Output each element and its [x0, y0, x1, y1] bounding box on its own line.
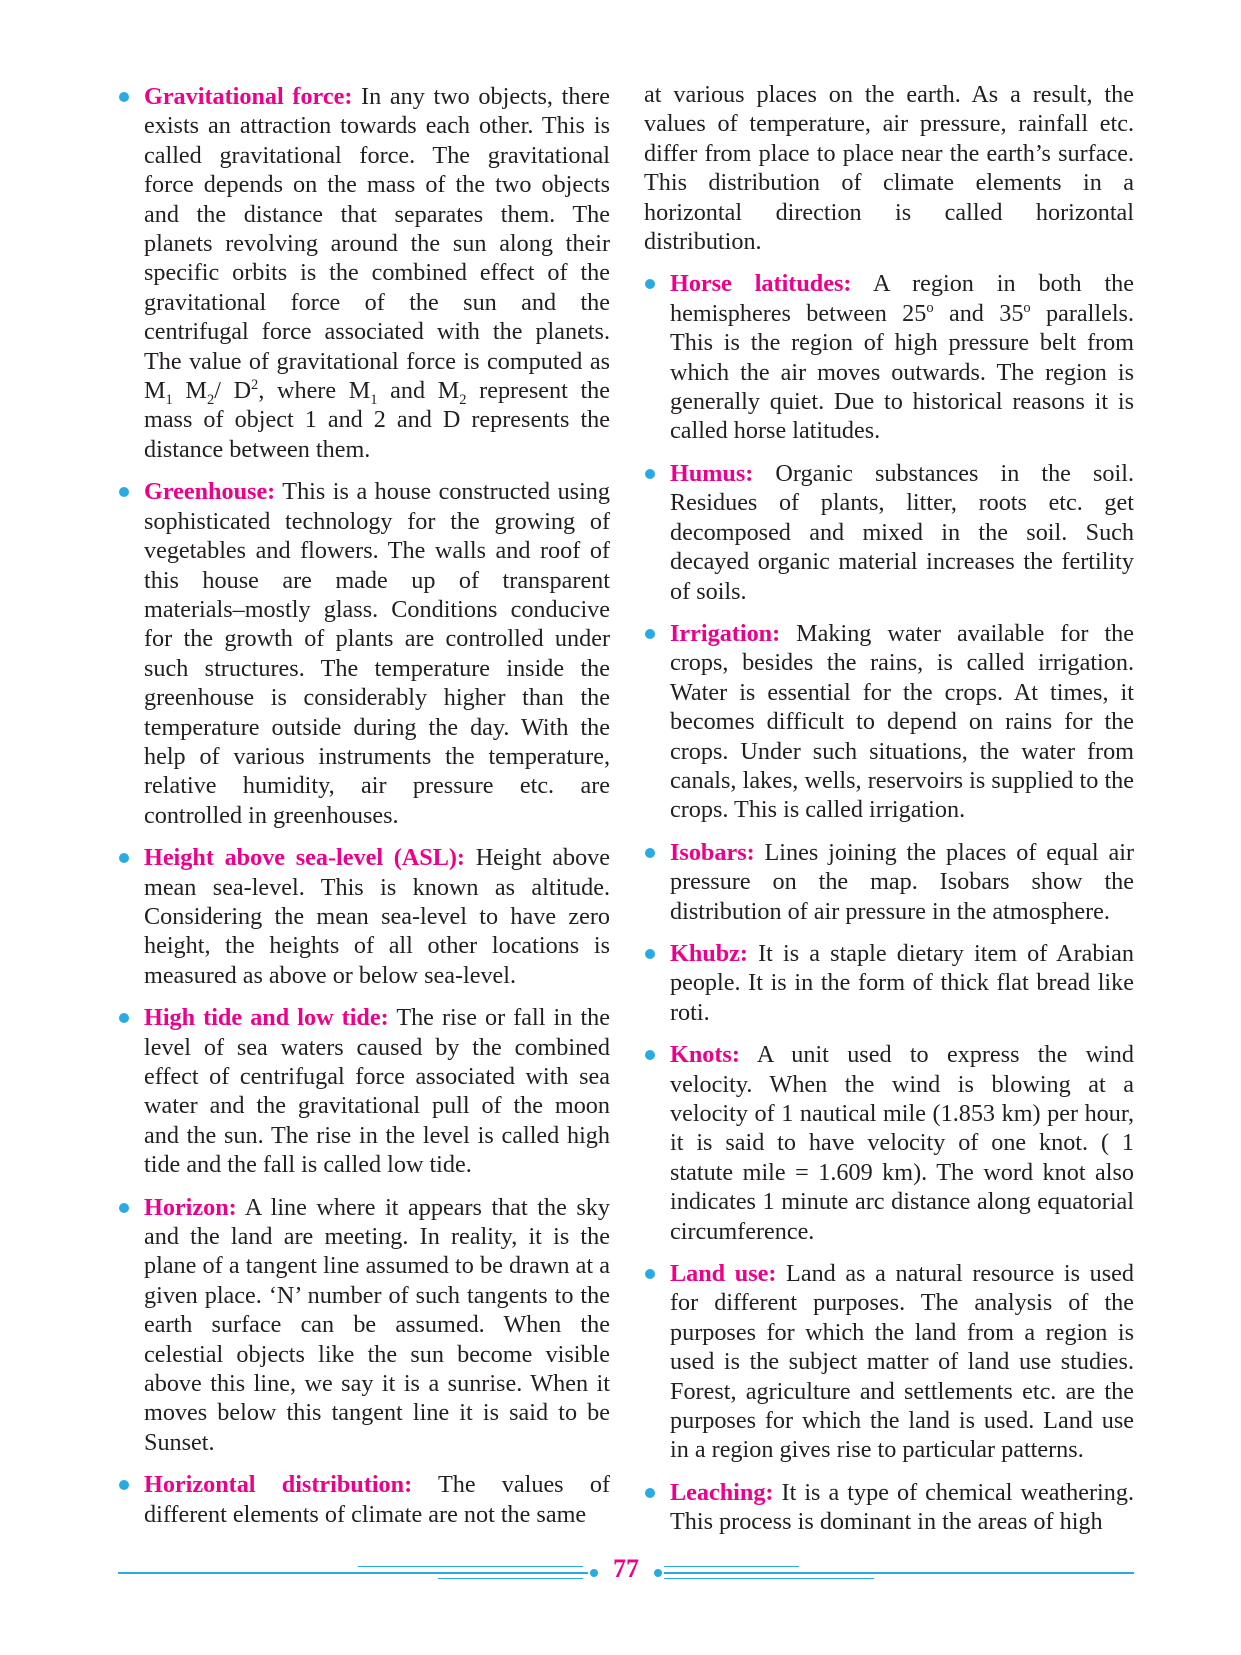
bullet-icon [645, 848, 655, 858]
bullet-icon [119, 487, 129, 497]
footer-rule-right [664, 1572, 1134, 1574]
footer-rule-right-upper [664, 1566, 799, 1567]
glossary-term: Isobars: [670, 838, 755, 866]
glossary-definition: The values of different elements of climate are not the same [144, 1471, 610, 1528]
glossary-definition: Making water available for the crops, besides the rains, is called irrigation. Water is essential for the crops. At times, it becomes difficult to depend on rains for the crops. Under such situations, the water from canals, lakes, wells, reservoirs is supplied to the crops. This is called irrigation. [670, 619, 1134, 824]
glossary-term: High tide and low tide: [144, 1004, 389, 1032]
glossary-definition: Land as a natural resource is used for different purposes. The analysis of the purposes for which the land from a region is used is the subject matter of land use studies. Forest, agriculture and settlements etc. are the purposes for which the land is used. Land use in a region gives rise to particular patterns. [670, 1260, 1134, 1464]
glossary-term: Horizontal distribution: [144, 1471, 413, 1499]
formula-text: and M [377, 377, 460, 405]
glossary-term: Greenhouse: [144, 478, 276, 506]
glossary-term: Horse latitudes: [670, 270, 852, 298]
page-footer [118, 1552, 1134, 1592]
formula-subscript: 2 [206, 391, 215, 408]
formula-subscript: 2 [459, 391, 467, 408]
glossary-entry-knots [644, 1040, 1134, 1246]
glossary-entry-humus [644, 459, 1134, 606]
glossary-entry-high-tide-low-tide [118, 1003, 610, 1179]
glossary-term: Land use: [670, 1260, 777, 1288]
bullet-icon [645, 279, 655, 289]
glossary-definition: A unit used to express the wind velocity. When the wind is blowing at a velocity of 1 nautical mile (1.853 km) per hour, it is said to have velocity of one knot. ( 1 statute mile = 1.609 km). The word knot also indicates 1 minute arc distance along equatorial circumference. [670, 1041, 1134, 1245]
formula-text: M [172, 377, 207, 405]
glossary-definition: Organic substances in the soil. Residues of plants, litter, roots etc. get decomposed and mixed in the soil. Such decayed organic material increases the fertility of soils. [670, 459, 1134, 605]
glossary-term: Height above sea-level (ASL): [144, 844, 465, 872]
bullet-icon [119, 853, 129, 863]
formula-text: / D [214, 377, 252, 405]
bullet-icon [645, 949, 655, 959]
formula-superscript: 2 [251, 377, 259, 393]
glossary-entry-khubz [644, 939, 1134, 1027]
glossary-definition: This is a house constructed using sophisticated technology for the growing of vegetables and flowers. The walls and roof of this house are made up of transparent materials–mostly glass. Conditions conducive for the growth of plants are controlled under such structures. The temperature inside the greenhouse is considerably higher than the temperature outside during the day. With the help of various instruments the temperature, relative humidity, air pressure etc. are controlled in greenhouses. [144, 478, 610, 829]
degree-symbol: o [926, 299, 934, 316]
glossary-entry-irrigation [644, 619, 1134, 825]
glossary-entry-leaching [644, 1478, 1134, 1537]
glossary-entry-gravitational-force [118, 82, 610, 464]
glossary-entry-horizon [118, 1193, 610, 1458]
glossary-term: Leaching: [670, 1478, 774, 1506]
formula-text: , where M [258, 377, 371, 405]
bullet-icon [119, 1203, 129, 1213]
glossary-term: Gravitational force: [144, 83, 353, 110]
bullet-icon [645, 469, 655, 479]
glossary-entry-land-use [644, 1259, 1134, 1465]
bullet-icon [119, 92, 129, 102]
footer-dot-left [590, 1569, 598, 1577]
glossary-definition: parallels. This is the region of high pressure belt from which the air moves outwards. The region is generally quiet. Due to historical reasons it is called horse latitudes. [670, 299, 1134, 445]
bullet-icon [645, 629, 655, 639]
glossary-entry-horizontal-distribution [118, 1470, 610, 1529]
footer-rule-left-upper [358, 1566, 583, 1567]
glossary-term: Humus: [670, 459, 754, 487]
glossary-definition: represent the mass of object 1 and 2 and D represents the distance between them. [144, 377, 610, 463]
glossary-definition: The rise or fall in the level of sea waters caused by the combined effect of centrifugal force associated with sea water and the gravitational pull of the moon and the sun. The rise in the level is called high tide and the fall is called low tide. [144, 1004, 610, 1179]
glossary-entry-greenhouse [118, 477, 610, 830]
footer-rule-left-lower [438, 1578, 583, 1579]
glossary-entry-horse-latitudes [644, 269, 1134, 445]
bullet-icon [119, 1480, 129, 1490]
glossary-definition: In any two objects, there exists an attraction towards each other. This is called gravitational force. The gravitational force depends on the mass of the two objects and the distance that separates them. The planets revolving around the sun along their specific orbits is the combined effect of the gravitational force of the sun and the centrifugal force associated with the planets. The value of gravitational force is computed as M [144, 83, 610, 405]
glossary-definition: and 35 [933, 299, 1024, 327]
left-column [118, 82, 610, 1542]
glossary-entry-isobars [644, 838, 1134, 926]
bullet-icon [645, 1488, 655, 1498]
glossary-term: Horizon: [144, 1193, 237, 1221]
glossary-definition: Lines joining the places of equal air pressure on the map. Isobars show the distribution of air pressure in the atmosphere. [670, 838, 1134, 925]
page-number: 77 [613, 1554, 639, 1583]
glossary-term: Khubz: [670, 939, 748, 967]
bullet-icon [119, 1013, 129, 1023]
glossary-definition: A region in both the hemispheres between 25 [670, 270, 1135, 327]
glossary-definition: Height above mean sea-level. This is known as altitude. Considering the mean sea-level to have zero height, the heights of all other locations is measured as above or below sea-level. [144, 844, 611, 989]
footer-rule-left [118, 1572, 588, 1574]
footer-dot-right [654, 1569, 662, 1577]
formula-subscript: 1 [165, 391, 173, 408]
right-column [644, 80, 1134, 1550]
glossary-term: Knots: [670, 1041, 740, 1069]
glossary-definition: A line where it appears that the sky and the land are meeting. In reality, it is the plane of a tangent line assumed to be drawn at a given place. ‘N’ number of such tangents to the earth surface can be assumed. When the celestial objects like the sun become visible above this line, we say it is a sunrise. When it moves below this tangent line it is said to be Sunset. [144, 1193, 610, 1456]
formula-subscript: 1 [370, 391, 378, 408]
glossary-term: Irrigation: [670, 619, 781, 647]
glossary-entry-height-above-sea-level [118, 843, 610, 990]
bullet-icon [645, 1269, 655, 1279]
continued-paragraph: at various places on the earth. As a result, the values of temperature, air pressure, rainfall etc. differ from place to place near the earth’s surface. This distribution of climate elements in a horizontal direction is called horizontal distribution. [644, 81, 1134, 256]
footer-rule-right-lower [664, 1578, 874, 1579]
degree-symbol: o [1023, 299, 1031, 316]
glossary-definition: It is a type of chemical weathering. This process is dominant in the areas of high [670, 1478, 1134, 1536]
bullet-icon [645, 1050, 655, 1060]
glossary-definition: It is a staple dietary item of Arabian people. It is in the form of thick flat bread like roti. [670, 939, 1134, 1026]
